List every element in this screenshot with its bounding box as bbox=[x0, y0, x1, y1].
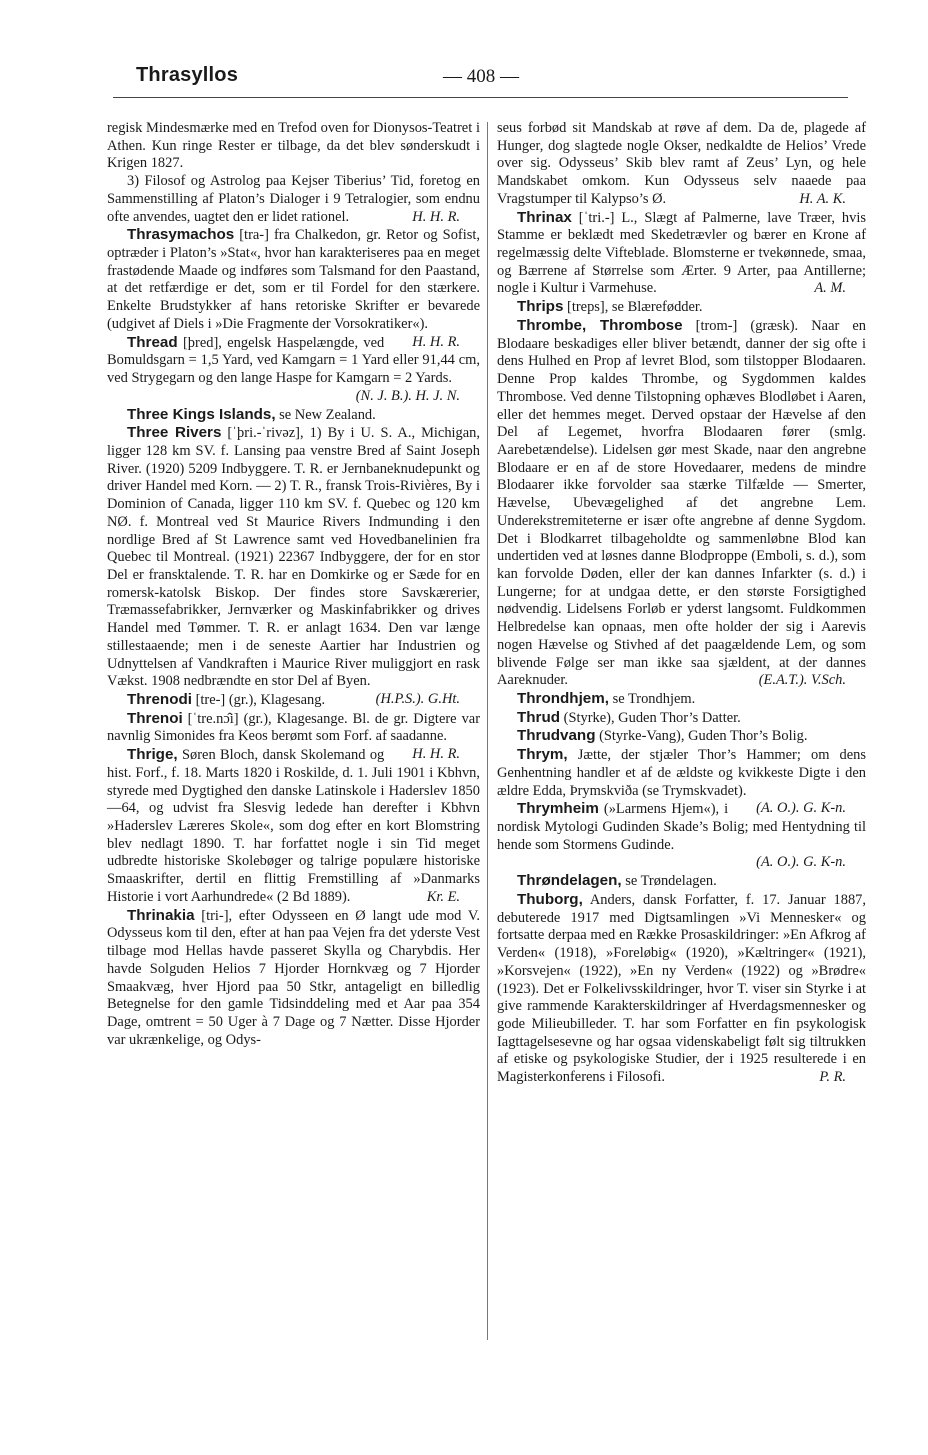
entry-signature: A. M. bbox=[814, 280, 846, 297]
entry-headword: Thrips bbox=[517, 298, 564, 316]
entry-signature: Kr. E. bbox=[426, 888, 460, 905]
entry-text: 3) Filosof og Astrolog paa Kejser Tiberius’ Tid, foretog en Sammenstilling af Platon’s Dialoger i 9 Tetralogier, som endnu ofte anvendes, uagtet den er lidet rationel. bbox=[107, 173, 480, 225]
entry-headword: Thread bbox=[127, 333, 178, 351]
dictionary-entry bbox=[497, 120, 866, 209]
entry-headword: Three Kings Islands, bbox=[127, 405, 276, 423]
entry-text: Anders, dansk Forfatter, f. 17. Januar 1887, debuterede 1917 med Digtsamlingen »Vi Mennesker« og fortsatte derpaa med en Række Prosaskildringer: »En Afkrog af Verden« (1918), »Foreløbig« (1920), »Kæltringer« (1921), »Korsvejen« (1922), »En ny Verden« (1922) og »Brødre« (1923). Det er Folkelivsskildringer, hvor T. viser sin Styrke i at give rammende Karakterskildringer af Hverdagsmennesker og gode Milieubilleder. T. har som Forfatter en fin psykologisk Iagttagelsesevne og har ogsaa videnskabeligt følt sig tiltrukken af etiske og psykologiske Studier, der i 1925 resulterede i en Magisterkonferens i Filosofi. bbox=[497, 891, 866, 1086]
dictionary-entry bbox=[497, 727, 866, 746]
dictionary-entry bbox=[107, 746, 480, 906]
dictionary-entry bbox=[497, 690, 866, 709]
entry-headword: Thrymheim bbox=[517, 800, 599, 818]
page-header bbox=[113, 60, 848, 96]
header-rule bbox=[113, 97, 848, 98]
entry-text: (Styrke-Vang), Guden Thor’s Bolig. bbox=[595, 728, 808, 745]
entry-headword: Three Rivers bbox=[127, 424, 222, 442]
page-number: — 408 — bbox=[443, 66, 519, 87]
entry-text: seus forbød sit Mandskab at røve af dem. Da de, plagede af Hunger, dog slagtede nogle Okser, nedkaldte de Helios’ Vrede over sig. Odysseus’ Skib blev ramt af Zeus’ Lyn, og hele Mandskabet omkom. Kun Odysseus selv naaede paa Vragstumper til Kalypso’s Ø. bbox=[497, 120, 866, 207]
entry-signature: (A. O.). G. K-n. bbox=[756, 854, 846, 871]
entry-text: [tri-], efter Odysseen en Ø langt ude mod V. Odysseus kom til den, efter at han paa Vejen fra det yderste Vest tilbage mod Hellas havde passeret Skylla og Charybdis. Her havde Solguden Helios 7 Hjorder Hornkvæg og 7 Hjorder Smaakvæg, hver Hjord paa 50 Stkr, antageligt en billedlig Betegnelse for den gamle Tidsinddeling med et Aar paa 354 Dage, omtrent = 50 Uger à 7 Dage og 7 Nætter. Disse Hjorder var ukrænkelige, og Odys- bbox=[107, 907, 480, 1048]
entry-headword: Thuborg, bbox=[517, 890, 583, 908]
entry-text: [tra-] fra Chalkedon, gr. Retor og Sofist, optræder i Platon’s »Stat«, hvor han karakteriseres paa en meget frastødende Maade og indføres som Talsmand for den Paastand, at det retfærdige er det, som er til Fordel for den stærkere. Enkelte Brudstykker af hans retoriske Skrifter er bevarede (udgivet af Diels i »Die Fragmente der Vorsokratiker«). bbox=[107, 227, 480, 332]
entry-headword: Thrasymachos bbox=[127, 226, 235, 244]
entry-headword: Thrinakia bbox=[127, 906, 195, 924]
dictionary-entry bbox=[497, 317, 866, 690]
entry-text: [ˈþri.-ˈrivəz], 1) By i U. S. A., Michigan, ligger 128 km SV. f. Lansing paa venstre Bred af Saint Joseph River. (1920) 5209 Indbyggere. T. R. er Jernbaneknudepunkt og driver Handel med Korn. — 2) T. R., fransk Trois-Rivières, By i Dominion of Canada, ligger 110 km SV. f. Quebec og 120 km NØ. f. Montreal ved St Maurice Rivers Indmunding i den nordlige Bred af St Lawrence samt ved Hovedbanelinien fra Quebec til Montreal. (1921) 22367 Indbyggere, der for en stor Del er fransktalende. T. R. har en Domkirke og er Sæde for en romersk-katolsk Biskop. Der findes store Savskærerier, Træmassefabrikker, Jernværker og Maskinfabrikker og drives Handel med Tømmer. T. R. er anlagt 1634. Den var længe stillestaaende; men i de seneste Aartier har Industrien og Udnyttelsen af Vandkraften i Maurice River muliggjort en rask Vækst. 1908 nedbrændte en stor Del af Byen. bbox=[107, 425, 481, 690]
entry-headword: Thrombe, Thrombose bbox=[517, 316, 683, 334]
entry-signature: H. H. R. bbox=[412, 746, 460, 763]
entry-headword: Threnoi bbox=[127, 709, 183, 727]
entry-text: Jætte, der stjæler Thor’s Hammer; om dens Genhentning handler et af de ældste og kvikkeste Digte i den ældre Edda, Þrymskviða (se Trymskvadet). bbox=[497, 747, 866, 799]
entry-headword: Throndhjem, bbox=[517, 690, 609, 707]
column-divider bbox=[487, 122, 488, 1340]
dictionary-entry bbox=[497, 709, 866, 728]
entry-signature: H. H. R. bbox=[412, 333, 460, 350]
entry-headword: Thrud bbox=[517, 708, 561, 726]
right-column bbox=[497, 120, 866, 1087]
entry-headword: Thrudvang bbox=[517, 727, 596, 745]
entry-text: [ˈtre.nɔ̂i] (gr.), Klagesange. Bl. de gr. Digtere var navnlig Simonides fra Keos berømt som Forf. af saadanne. bbox=[107, 710, 480, 745]
entry-signature: (H.P.S.). G.Ht. bbox=[375, 691, 460, 707]
dictionary-entry bbox=[497, 872, 866, 891]
entry-text: Søren Bloch, dansk Skolemand og hist. Forf., f. 18. Marts 1820 i Roskilde, d. 1. Juli 1901 i Kbhvn, styrede med Dygtighed den danske Latinskole i Haderslev 1850—64, og udvist fra Slesvig ledede han derefter i Kbhvn »Haderslev Læreres Skole«, som dog efter en kort Blomstring blev nedlagt 1890. T. har forfattet nogle i sin Tid meget udbredte historiske Skolebøger og talrige populære historiske Smaaskrifter, dertil en flittig Fremstilling af »Danmarks Historie i vort Aarhundrede« (2 Bd 1889). bbox=[107, 747, 480, 905]
dictionary-entry bbox=[497, 209, 866, 299]
dictionary-entry bbox=[107, 120, 480, 173]
entry-headword: Thrym, bbox=[517, 746, 568, 764]
entry-text: se Trøndelagen. bbox=[621, 873, 717, 890]
entry-text: [trom-] (græsk). Naar en Blodaare beskadiges eller bliver betændt, danner der sig ofte i dens Hulhed en Prop af levret Blod, som tilstopper Blodaaren. Denne Prop kaldes Thrombe, og Sygdommen kaldes Thrombose. Ved denne Tilstopning ophæves Blodløbet i Aaren, eller det hemmes meget. Derved opstaar der Hævelse af den Del af Legemet, hvorfra Blodaaren fører (smlg. Aarebetændelse). Lidelsen gør mest Skade, naar den angrebne Blodaare er en af de store Hovedaarer, medens de mindre Blodaarer ikke forvolder saa stærke Tilfælde — Smerter, Hævelse, Ubevægelighed af det angrebne Lem. Underekstremiteterne er især ofte angrebne af denne Sygdom. Det i Blodkarret tilbageholdte og sammenløbne Blod kan undertiden ved at løsnes danne Blodproppe (Emboli, s. d.), som kan forvolde Døden, eller der kan dannes Infarkter (s. d.) i Lungerne; for at undgaa dette, er den største Forsigtighed nødvendig. Lidelsens Forløb er yderst langsomt. Fuldkommen Helbredelse kan opnaas, men ofte holder der sig i Aarevis nogen Hævelse og Stivhed af det paagældende Lem, og som blivende Følge ser man ikke saa sjældent, at der dannes Aareknuder. bbox=[497, 317, 866, 689]
entry-headword: Thrige, bbox=[127, 746, 178, 764]
left-column bbox=[107, 120, 480, 1049]
dictionary-entry bbox=[107, 173, 480, 226]
entry-text: regisk Mindesmærke med en Trefod oven for Dionysos-Teatret i Athen. Kun ringe Rester er tilbage, da det blev sønderskudt i Krigen 1827. bbox=[107, 120, 480, 172]
dictionary-entry bbox=[497, 298, 866, 317]
entry-signature: (A. O.). G. K-n. bbox=[756, 800, 846, 817]
entry-signature: H. A. K. bbox=[799, 190, 846, 207]
entry-signature: (N. J. B.). H. J. N. bbox=[355, 387, 460, 404]
entry-signature: P. R. bbox=[819, 1069, 846, 1086]
running-head-title: Thrasyllos bbox=[136, 64, 239, 86]
entry-signature: H. H. R. bbox=[412, 208, 460, 225]
dictionary-entry bbox=[107, 406, 480, 425]
entry-headword: Thrinax bbox=[517, 208, 572, 226]
entry-text: [treps], se Blærefødder. bbox=[563, 299, 703, 316]
entry-text: se New Zealand. bbox=[275, 406, 376, 423]
entry-text: [þred], engelsk Haspelængde, ved Bomuldsgarn = 1,5 Yard, ved Kamgarn = 1 Yard eller 91,44 cm, ved Strygegarn og den lange Haspe for Kamgarn = 2 Yards. bbox=[107, 334, 480, 387]
entry-text: se Trondhjem. bbox=[608, 691, 696, 707]
entry-text: (»Larmens Hjem«), i nordisk Mytologi Gudinden Skade’s Bolig; med Hentydning til hende som Stormens Gudinde. bbox=[497, 801, 866, 853]
entry-headword: Threnodi bbox=[127, 691, 192, 708]
entry-text: [ˈtri.-] L., Slægt af Palmerne, lave Træer, hvis Stamme er beklædt med Skedetrævler og bærer en Krone af regelmæssig delte Vifteblade. Blomsterne er tvekønnede, smaa, og Bærrene af Størrelse som Ærter. 9 Arter, paa Antillerne; nogle i Kultur i Varmehuse. bbox=[497, 209, 866, 297]
entry-signature: (E.A.T.). V.Sch. bbox=[758, 672, 846, 689]
entry-text: [tre-] (gr.), Klagesang. bbox=[191, 692, 326, 708]
entry-text: (Styrke), Guden Thor’s Datter. bbox=[560, 709, 741, 726]
dictionary-entry bbox=[497, 891, 866, 1087]
dictionary-entry bbox=[107, 907, 480, 1050]
entry-headword: Thrøndelagen, bbox=[517, 872, 622, 890]
